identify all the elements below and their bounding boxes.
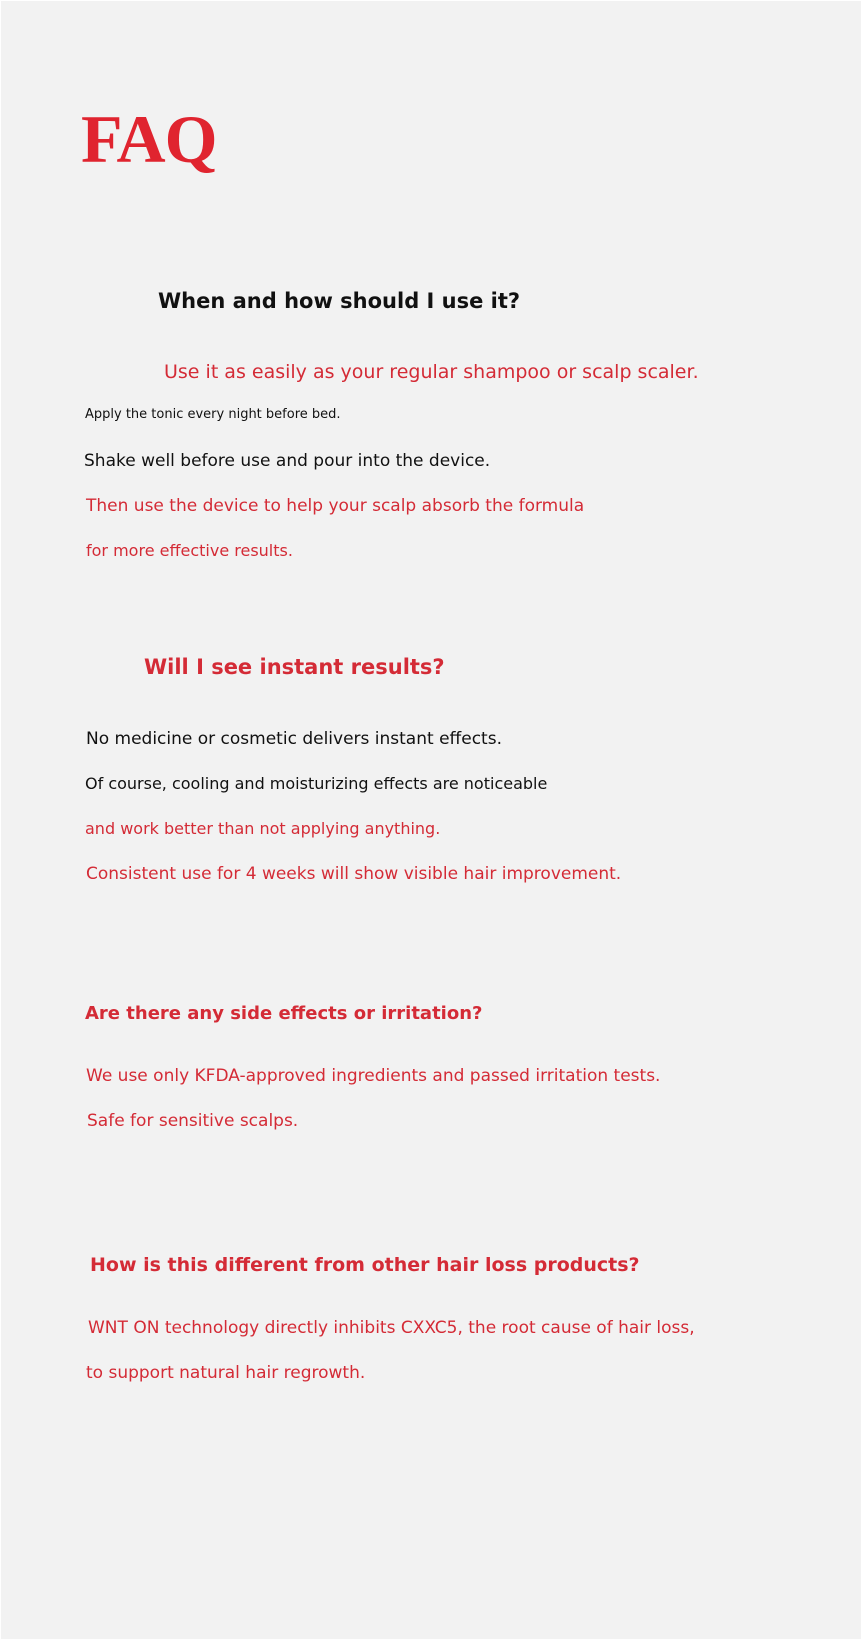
faq-question-1: When and how should I use it?: [158, 289, 521, 313]
faq-answer-3-line-1: We use only KFDA-approved ingredients and passed irritation tests.: [86, 1066, 661, 1086]
faq-answer-4-line-2: to support natural hair regrowth.: [86, 1363, 366, 1383]
faq-title: FAQ: [81, 101, 217, 177]
faq-question-2: Will I see instant results?: [144, 655, 445, 679]
faq-answer-1-line-1: Use it as easily as your regular shampoo or scalp scaler.: [164, 361, 699, 383]
faq-answer-2-line-4: Consistent use for 4 weeks will show visible hair improvement.: [86, 864, 622, 884]
faq-answer-4-line-1: WNT ON technology directly inhibits CXXC5, the root cause of hair loss,: [88, 1318, 695, 1338]
faq-question-4: How is this different from other hair loss products?: [90, 1254, 640, 1276]
faq-answer-1-line-3: Shake well before use and pour into the device.: [84, 451, 491, 471]
faq-page: [1, 1, 861, 1639]
faq-answer-2-line-2: Of course, cooling and moisturizing effects are noticeable: [85, 774, 548, 793]
faq-answer-2-line-1: No medicine or cosmetic delivers instant effects.: [86, 729, 502, 749]
faq-question-3: Are there any side effects or irritation?: [85, 1003, 483, 1024]
faq-answer-2-line-3: and work better than not applying anything.: [85, 819, 441, 838]
faq-answer-1-line-4: Then use the device to help your scalp absorb the formula: [86, 496, 585, 516]
faq-answer-3-line-2: Safe for sensitive scalps.: [87, 1111, 299, 1131]
faq-answer-1-line-2: Apply the tonic every night before bed.: [85, 407, 341, 422]
faq-answer-1-line-5: for more effective results.: [86, 541, 293, 560]
